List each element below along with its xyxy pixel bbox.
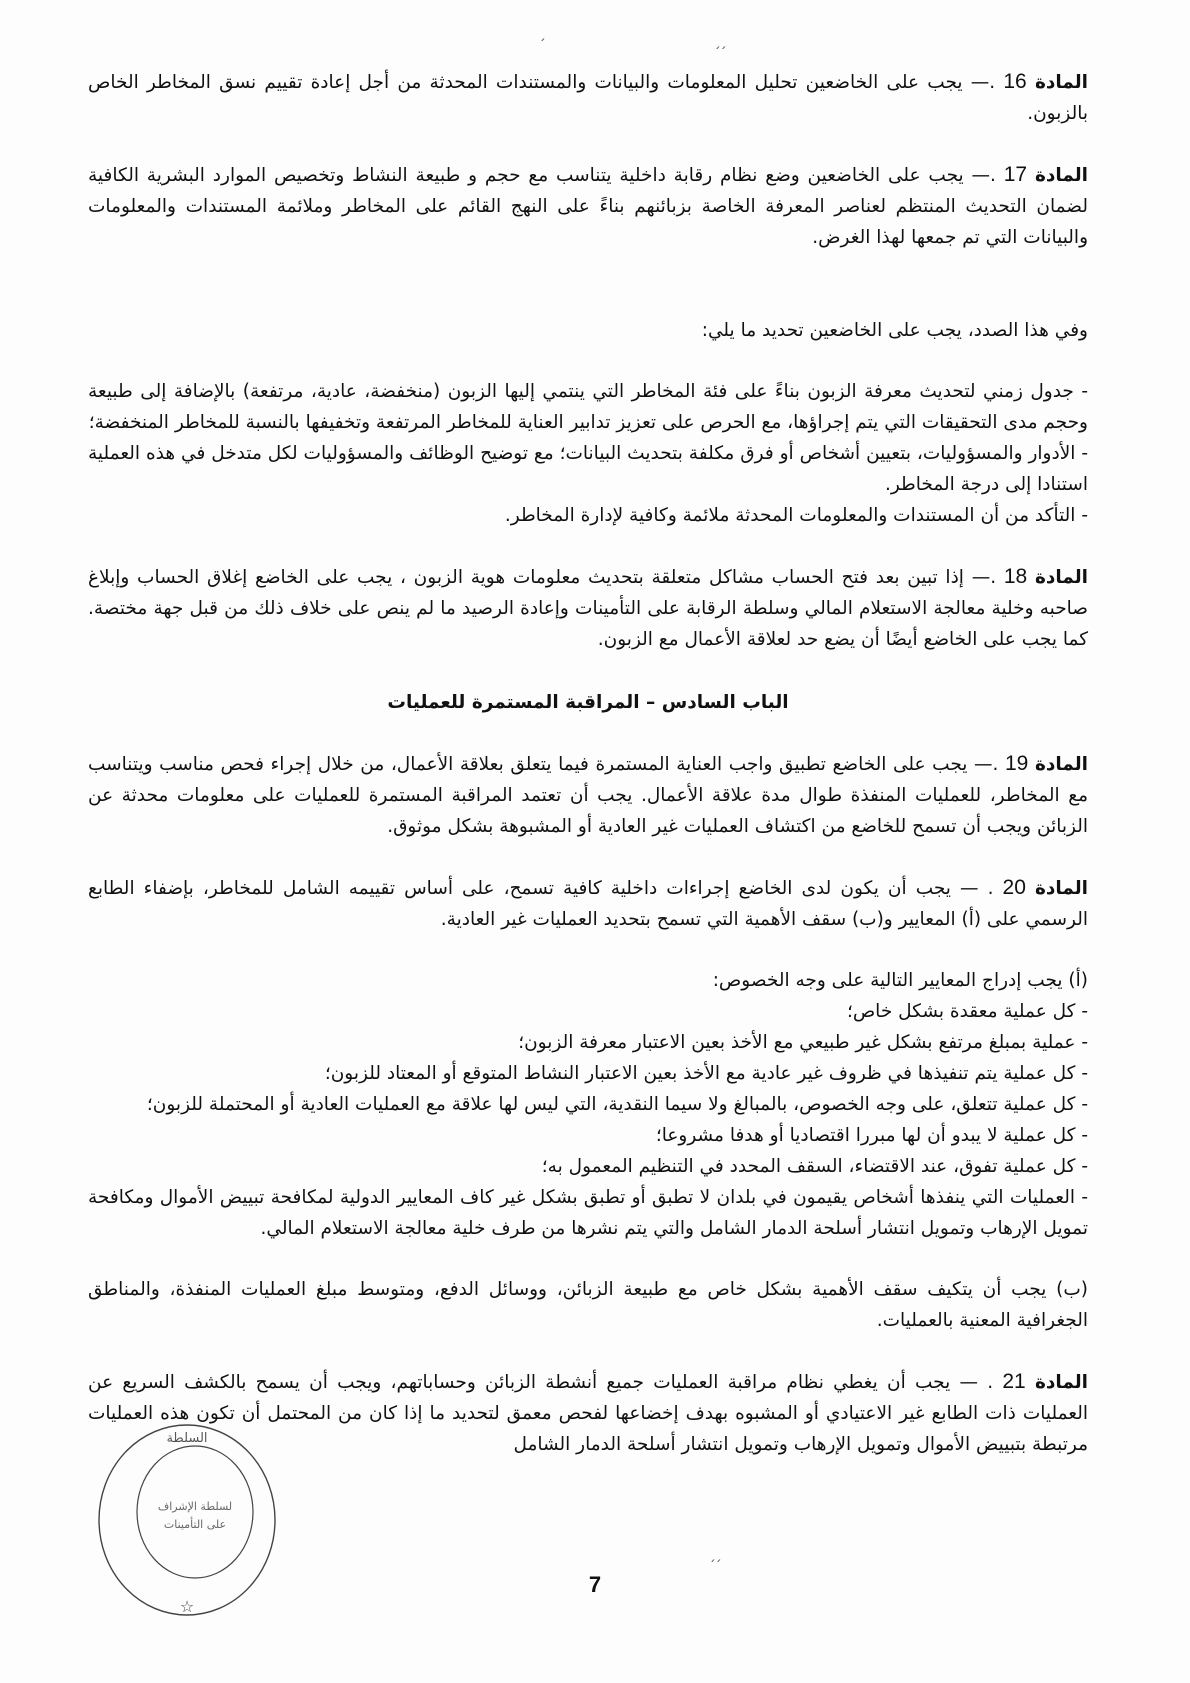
article-label: المادة xyxy=(1034,878,1088,899)
article-18 xyxy=(88,561,1088,655)
article-text: يجب على الخاضعين وضع نظام رقابة داخلية يتناسب مع حجم و طبيعة النشاط وتخصيص الموارد البشرية الكافية لضمان التحديث المنتظم لعناصر المعرفة الخاصة بزبائنهم بناءً على النهج القائم على المخاطر وملائمة المستندات والمعلومات والبيانات التي تم جمعها لهذا الغرض. xyxy=(88,165,1088,248)
article-separator: .— xyxy=(962,72,1004,93)
criteria-item: - كل عملية تفوق، عند الاقتضاء، السقف المحدد في التنظيم المعمول به؛ xyxy=(541,1156,1088,1177)
page-number: 7 xyxy=(588,1572,602,1597)
article-19 xyxy=(88,748,1088,842)
article-number: 20 xyxy=(1002,876,1026,899)
article-text: يجب على الخاضعين تحليل المعلومات والبيانات والمستندات المحدثة من أجل إعادة تقييم نسق المخاطر الخاص بالزبون. xyxy=(88,72,1088,124)
criteria-item: - كل عملية يتم تنفيذها في ظروف غير عادية مع الأخذ بعين الاعتبار النشاط المتوقع أو المعتاد للزبون؛ xyxy=(324,1063,1088,1084)
context-intro: وفي هذا الصدد، يجب على الخاضعين تحديد ما يلي: xyxy=(701,320,1088,341)
article-label: المادة xyxy=(1034,1372,1089,1393)
article-separator: .— xyxy=(967,754,1005,775)
article-text: يجب أن يكون لدى الخاضع إجراءات داخلية كافية تسمح، على أساس تقييمه الشامل للمخاطر، بإضفاء الطابع الرسمي على (أ) المعايير و(ب) سقف الأهمية التي تسمح بتحديد العمليات غير العادية. xyxy=(88,878,1088,930)
criteria-item: - عملية بمبلغ مرتفع بشكل غير طبيعي مع الأخذ بعين الاعتبار معرفة الزبون؛ xyxy=(518,1032,1088,1053)
article-number: 17 xyxy=(1003,163,1028,186)
criteria-list xyxy=(88,965,1088,1244)
document-body xyxy=(88,66,1088,1460)
scan-mark: ׳׳ xyxy=(710,1555,722,1571)
criteria-item: - كل عملية تتعلق، على وجه الخصوص، بالمبالغ ولا سيما النقدية، التي ليس لها علاقة مع العمليات العادية أو المحتملة للزبون؛ xyxy=(146,1094,1088,1115)
article-number: 21 xyxy=(1002,1370,1026,1393)
article-label: المادة xyxy=(1034,165,1088,186)
criteria-item: - كل عملية لا يبدو أن لها مبررا اقتصاديا أو هدفا مشروعا؛ xyxy=(655,1125,1088,1146)
section-title: الباب السادس – المراقبة المستمرة للعمليات xyxy=(387,692,789,713)
context-item: - التأكد من أن المستندات والمعلومات المحدثة ملائمة وكافية لإدارة المخاطر. xyxy=(504,505,1088,526)
context-item: - الأدوار والمسؤوليات، بتعيين أشخاص أو فرق مكلفة بتحديث البيانات؛ مع توضيح الوظائف والمسؤوليات لكل متدخل في هذه العملية استنادا إلى درجة المخاطر. xyxy=(88,443,1088,495)
article-label: المادة xyxy=(1034,567,1088,588)
stamp-text-line2: على التأمينات xyxy=(163,1518,227,1531)
article-text: يجب على الخاضع تطبيق واجب العناية المستمرة فيما يتعلق بعلاقة الأعمال، من خلال إجراء فحص مناسب ويتناسب مع المخاطر، للعمليات المنفذة طوال مدة علاقة الأعمال. يجب أن تعتمد المراقبة المستمرة للعمليات على معلومات محدثة عن الزبائن ويجب أن تسمح للخاضع من اكتشاف العمليات غير العادية أو المشبوهة بشكل موثوق. xyxy=(88,754,1088,837)
article-text: إذا تبين بعد فتح الحساب مشاكل متعلقة بتحديث معلومات هوية الزبون ، يجب على الخاضع إغلاق الحساب وإبلاغ صاحبه وخلية معالجة الاستعلام المالي وسلطة الرقابة على التأمينات وإعادة الرصيد ما لم ينص على خلاف ذلك من قبل جهة مختصة. كما يجب على الخاضع أيضًا أن يضع حد لعلاقة الأعمال مع الزبون. xyxy=(88,567,1088,650)
stamp-text-top: السلطة xyxy=(166,1431,208,1446)
article-21 xyxy=(88,1366,1088,1460)
article-separator: . — xyxy=(950,878,1003,899)
article-number: 18 xyxy=(1003,565,1028,588)
article-label: المادة xyxy=(1034,754,1088,775)
article-17 xyxy=(88,159,1088,253)
article-separator: . — xyxy=(950,1372,1003,1393)
context-item: - جدول زمني لتحديث معرفة الزبون بناءً على فئة المخاطر التي ينتمي إليها الزبون (منخفضة، عادية، مرتفعة) بالإضافة إلى طبيعة وحجم مدى التحقيقات التي يتم إجراؤها، مع الحرص على تعزيز تدابير العناية للمخاطر المرتفعة وتخفيفها بالنسبة للمخاطر المنخفضة؛ xyxy=(88,381,1088,433)
criteria-item: - العمليات التي ينفذها أشخاص يقيمون في بلدان لا تطبق أو تطبق بشكل غير كاف المعايير الدولية لمكافحة تبييض الأموال ومكافحة تمويل الإرهاب وتمويل انتشار أسلحة الدمار الشامل والتي يتم نشرها من طرف خلية معالجة الاستعلام المالي. xyxy=(88,1187,1088,1239)
article-separator: .— xyxy=(963,567,1004,588)
article-20 xyxy=(88,872,1088,935)
article-number: 19 xyxy=(1004,752,1029,775)
threshold-paragraph: (ب) يجب أن يتكيف سقف الأهمية بشكل خاص مع طبيعة الزبائن، ووسائل الدفع، ومتوسط مبلغ العمليات المنفذة، والمناطق الجغرافية المعنية بالعمليات. xyxy=(88,1279,1088,1331)
stamp-inner-ring xyxy=(137,1446,253,1578)
context-list xyxy=(88,376,1088,531)
article-number: 16 xyxy=(1003,70,1027,93)
criteria-item: - كل عملية معقدة بشكل خاص؛ xyxy=(846,1001,1088,1022)
scan-mark: ׳׳ xyxy=(715,42,727,58)
star-icon: ☆ xyxy=(179,1597,195,1616)
criteria-intro: (أ) يجب إدراج المعايير التالية على وجه الخصوص: xyxy=(712,970,1088,991)
article-16 xyxy=(88,66,1088,129)
stamp-text-line1: لسلطة الإشراف xyxy=(157,1500,233,1513)
article-label: المادة xyxy=(1034,72,1088,93)
article-separator: .— xyxy=(963,165,1004,186)
article-text: يجب أن يغطي نظام مراقبة العمليات جميع أنشطة الزبائن وحساباتهم، ويجب أن يسمح بالكشف السريع عن العمليات ذات الطابع غير الاعتيادي أو المشبوه بهدف إخضاعها لفحص معمق لتحديد ما إذا كان من المحتمل أن تكون هذه العمليات مرتبطة بتبييض الأموال وتمويل الإرهاب وتمويل انتشار أسلحة الدمار الشامل xyxy=(88,1372,1088,1455)
scan-mark: ׳ xyxy=(540,34,546,50)
